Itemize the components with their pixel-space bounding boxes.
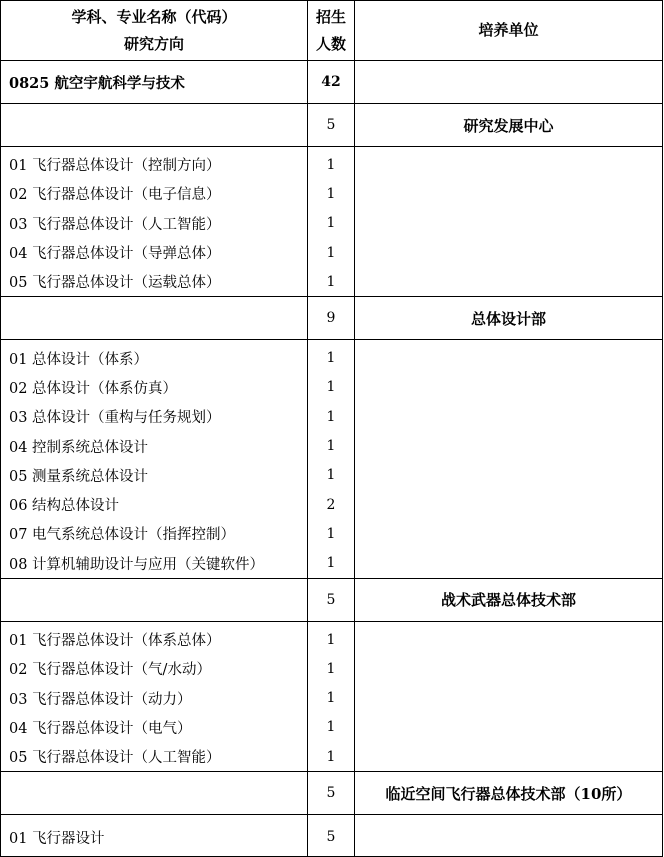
- unit-row: [0, 104, 663, 147]
- direction-unit-cell: [355, 147, 662, 296]
- direction-count: 1: [326, 185, 336, 202]
- direction-name: 02 飞行器总体设计（电子信息）: [9, 187, 221, 204]
- direction-count: 1: [326, 631, 336, 648]
- direction-name: 05 测量系统总体设计: [9, 468, 149, 485]
- direction-count: 1: [326, 379, 336, 396]
- direction-block: [0, 340, 663, 578]
- unit-name: 战术武器总体技术部: [440, 591, 576, 610]
- header-unit-label: 培养单位: [478, 21, 539, 39]
- direction-count: 1: [326, 408, 336, 425]
- direction-names: [1, 815, 308, 856]
- direction-name: 03 飞行器总体设计（动力）: [9, 691, 192, 708]
- header-count-label-2: 人数: [315, 34, 346, 53]
- header-count-label-1: 招生: [315, 7, 346, 26]
- direction-counts: [308, 340, 355, 577]
- direction-name: 01 总体设计（体系）: [9, 351, 149, 368]
- direction-name: 08 计算机辅助设计与应用（关键软件）: [9, 556, 265, 573]
- direction-count: 2: [326, 496, 336, 513]
- unit-count: 5: [308, 104, 355, 146]
- unit-empty-cell: [1, 104, 308, 146]
- direction-count: 1: [326, 156, 336, 173]
- table-header-row: [0, 0, 663, 61]
- direction-name: 02 总体设计（体系仿真）: [9, 380, 178, 397]
- direction-count: 1: [326, 467, 336, 484]
- direction-name: 01 飞行器总体设计（控制方向）: [9, 158, 221, 175]
- major-row: [0, 61, 663, 104]
- direction-count: 1: [326, 273, 336, 290]
- direction-count: 1: [326, 555, 336, 572]
- unit-empty-cell: [1, 579, 308, 621]
- unit-row: [0, 297, 663, 340]
- direction-names: [1, 147, 308, 296]
- direction-name: 05 飞行器总体设计（运载总体）: [9, 275, 221, 292]
- unit-name: 总体设计部: [470, 309, 546, 328]
- header-major-cell: [1, 1, 308, 60]
- direction-count: 1: [326, 748, 336, 765]
- unit-empty-cell: [1, 772, 308, 814]
- direction-name: 05 飞行器总体设计（人工智能）: [9, 750, 221, 767]
- header-major-label: 学科、专业名称（代码）: [71, 7, 237, 26]
- unit-name: 临近空间飞行器总体技术部（10所）: [385, 784, 632, 803]
- unit-name: 研究发展中心: [463, 116, 554, 135]
- unit-empty-cell: [1, 297, 308, 339]
- major-count: 42: [308, 61, 355, 103]
- direction-names: [1, 622, 308, 771]
- unit-row: [0, 579, 663, 622]
- direction-count: 1: [326, 660, 336, 677]
- direction-name: 04 飞行器总体设计（电气）: [9, 720, 192, 737]
- direction-name: 03 总体设计（重构与任务规划）: [9, 410, 221, 427]
- major-unit-cell: [355, 61, 662, 103]
- header-count-cell: [308, 1, 355, 60]
- direction-count: 1: [326, 350, 336, 367]
- direction-counts: [308, 147, 355, 296]
- unit-row: [0, 772, 663, 815]
- unit-count: 9: [308, 297, 355, 339]
- direction-block: [0, 815, 663, 857]
- direction-unit-cell: [355, 622, 662, 771]
- direction-count: 1: [326, 525, 336, 542]
- direction-count: 1: [326, 215, 336, 232]
- direction-unit-cell: [355, 340, 662, 577]
- header-direction-label: 研究方向: [123, 34, 184, 53]
- direction-name: 01 飞行器设计: [9, 830, 105, 847]
- direction-counts: [308, 622, 355, 771]
- direction-name: 03 飞行器总体设计（人工智能）: [9, 216, 221, 233]
- direction-count: 1: [326, 690, 336, 707]
- direction-name: 01 飞行器总体设计（体系总体）: [9, 633, 221, 649]
- direction-name: 06 结构总体设计: [9, 498, 120, 515]
- direction-unit-cell: [355, 815, 662, 856]
- direction-count: 5: [326, 829, 336, 846]
- direction-count: 1: [326, 244, 336, 261]
- direction-count: 1: [326, 719, 336, 736]
- header-unit-cell: [355, 1, 662, 60]
- direction-name: 02 飞行器总体设计（气/水动）: [9, 662, 211, 679]
- major-name: 0825 航空宇航科学与技术: [1, 61, 308, 103]
- direction-name: 04 飞行器总体设计（导弹总体）: [9, 246, 221, 263]
- direction-name: 04 控制系统总体设计: [9, 439, 149, 456]
- unit-count: 5: [308, 579, 355, 621]
- direction-name: 07 电气系统总体设计（指挥控制）: [9, 527, 236, 544]
- direction-count: 1: [326, 438, 336, 455]
- direction-block: [0, 147, 663, 297]
- direction-counts: [308, 815, 355, 856]
- direction-block: [0, 622, 663, 772]
- unit-count: 5: [308, 772, 355, 814]
- direction-names: [1, 340, 308, 577]
